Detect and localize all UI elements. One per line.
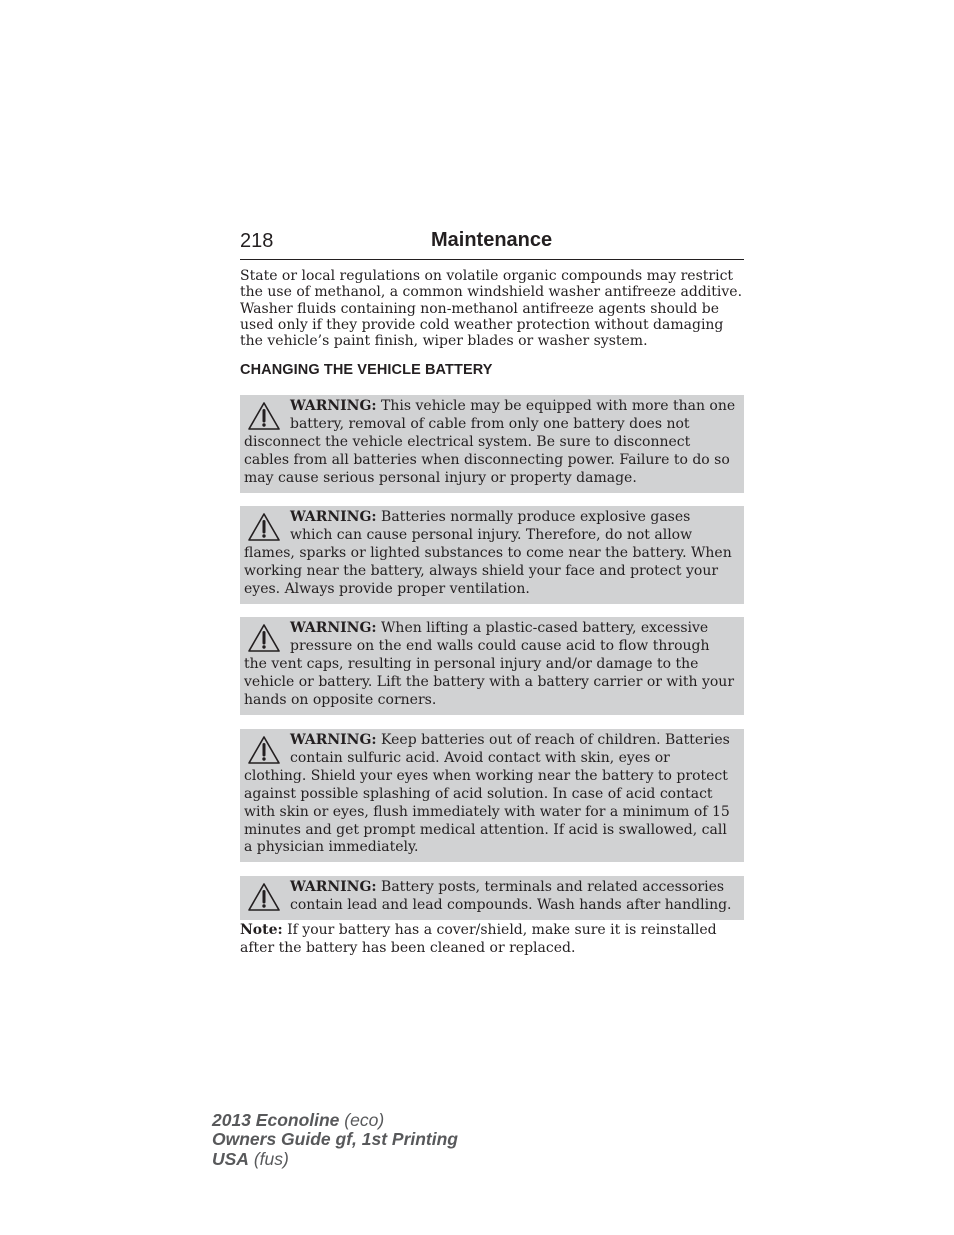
warning-text: Battery posts, terminals and related accessories contain lead and lead compounds. Wash hands after handling. — [290, 879, 732, 913]
warning-label: WARNING: — [290, 509, 377, 525]
page-title: Maintenance — [431, 229, 553, 251]
footer — [212, 1111, 458, 1169]
footer-market: USA — [212, 1148, 249, 1169]
footer-guide: Owners Guide gf, 1st Printing — [212, 1129, 458, 1150]
warning-box-5 — [240, 876, 744, 920]
warning-box-3 — [240, 617, 744, 715]
warning-text: Batteries normally produce explosive gases which can cause personal injury. Therefore, do not allow flames, sparks or lighted substances to come near the battery. When working near the battery, always shield your face and protect your eyes. Always provide proper ventilation. — [244, 509, 732, 597]
warning-triangle-icon — [247, 512, 281, 542]
warning-label: WARNING: — [290, 879, 377, 895]
note-label: Note: — [240, 922, 283, 938]
note-text: If your battery has a cover/shield, make sure it is reinstalled after the battery has been cleaned or replaced. — [240, 922, 717, 956]
warning-triangle-icon — [247, 735, 281, 765]
warning-box-2 — [240, 506, 744, 604]
warning-label: WARNING: — [290, 732, 377, 748]
page-number: 218 — [240, 230, 274, 252]
warning-triangle-icon — [247, 623, 281, 653]
intro-paragraph: State or local regulations on volatile organic compounds may restrict the use of methanol, a common windshield washer antifreeze additive. Washer fluids containing non-methanol antifreeze agents should be used only if they provide cold weather protection without damaging the vehicle’s paint finish, wiper blades or washer system. — [240, 268, 743, 350]
section-heading: CHANGING THE VEHICLE BATTERY — [240, 362, 493, 378]
page-header — [240, 228, 744, 260]
warning-text: Keep batteries out of reach of children. Batteries contain sulfuric acid. Avoid contact with skin, eyes or clothing. Shield your eyes when working near the battery to protect against possible splashing of acid solution. In case of acid contact with skin or eyes, flush immediately with water for a minimum of 15 minutes and get prompt medical attention. If acid is swallowed, call a physician immediately. — [244, 732, 730, 856]
warning-triangle-icon — [247, 401, 281, 431]
warning-box-1 — [240, 395, 744, 493]
footer-line-1 — [212, 1111, 458, 1130]
footer-model: 2013 Econoline — [212, 1110, 340, 1130]
warning-triangle-icon — [247, 882, 281, 912]
footer-model-code: (eco) — [339, 1110, 385, 1130]
warning-label: WARNING: — [290, 398, 377, 414]
footer-line-2 — [212, 1130, 458, 1149]
footer-line-3 — [212, 1150, 458, 1169]
footer-market-code: (fus) — [248, 1148, 289, 1169]
warning-text: When lifting a plastic-cased battery, excessive pressure on the end walls could cause acid to flow through the vent caps, resulting in personal injury and/or damage to the vehicle or battery. Lift the battery with a battery carrier or with your hands on opposite corners. — [244, 620, 735, 708]
warning-label: WARNING: — [290, 620, 377, 636]
note-paragraph — [240, 922, 744, 957]
warning-box-4 — [240, 729, 744, 862]
warning-text: This vehicle may be equipped with more than one battery, removal of cable from only one battery does not disconnect the vehicle electrical system. Be sure to disconnect cables from all batteries when disconnecting power. Failure to do so may cause serious personal injury or property damage. — [244, 398, 736, 486]
